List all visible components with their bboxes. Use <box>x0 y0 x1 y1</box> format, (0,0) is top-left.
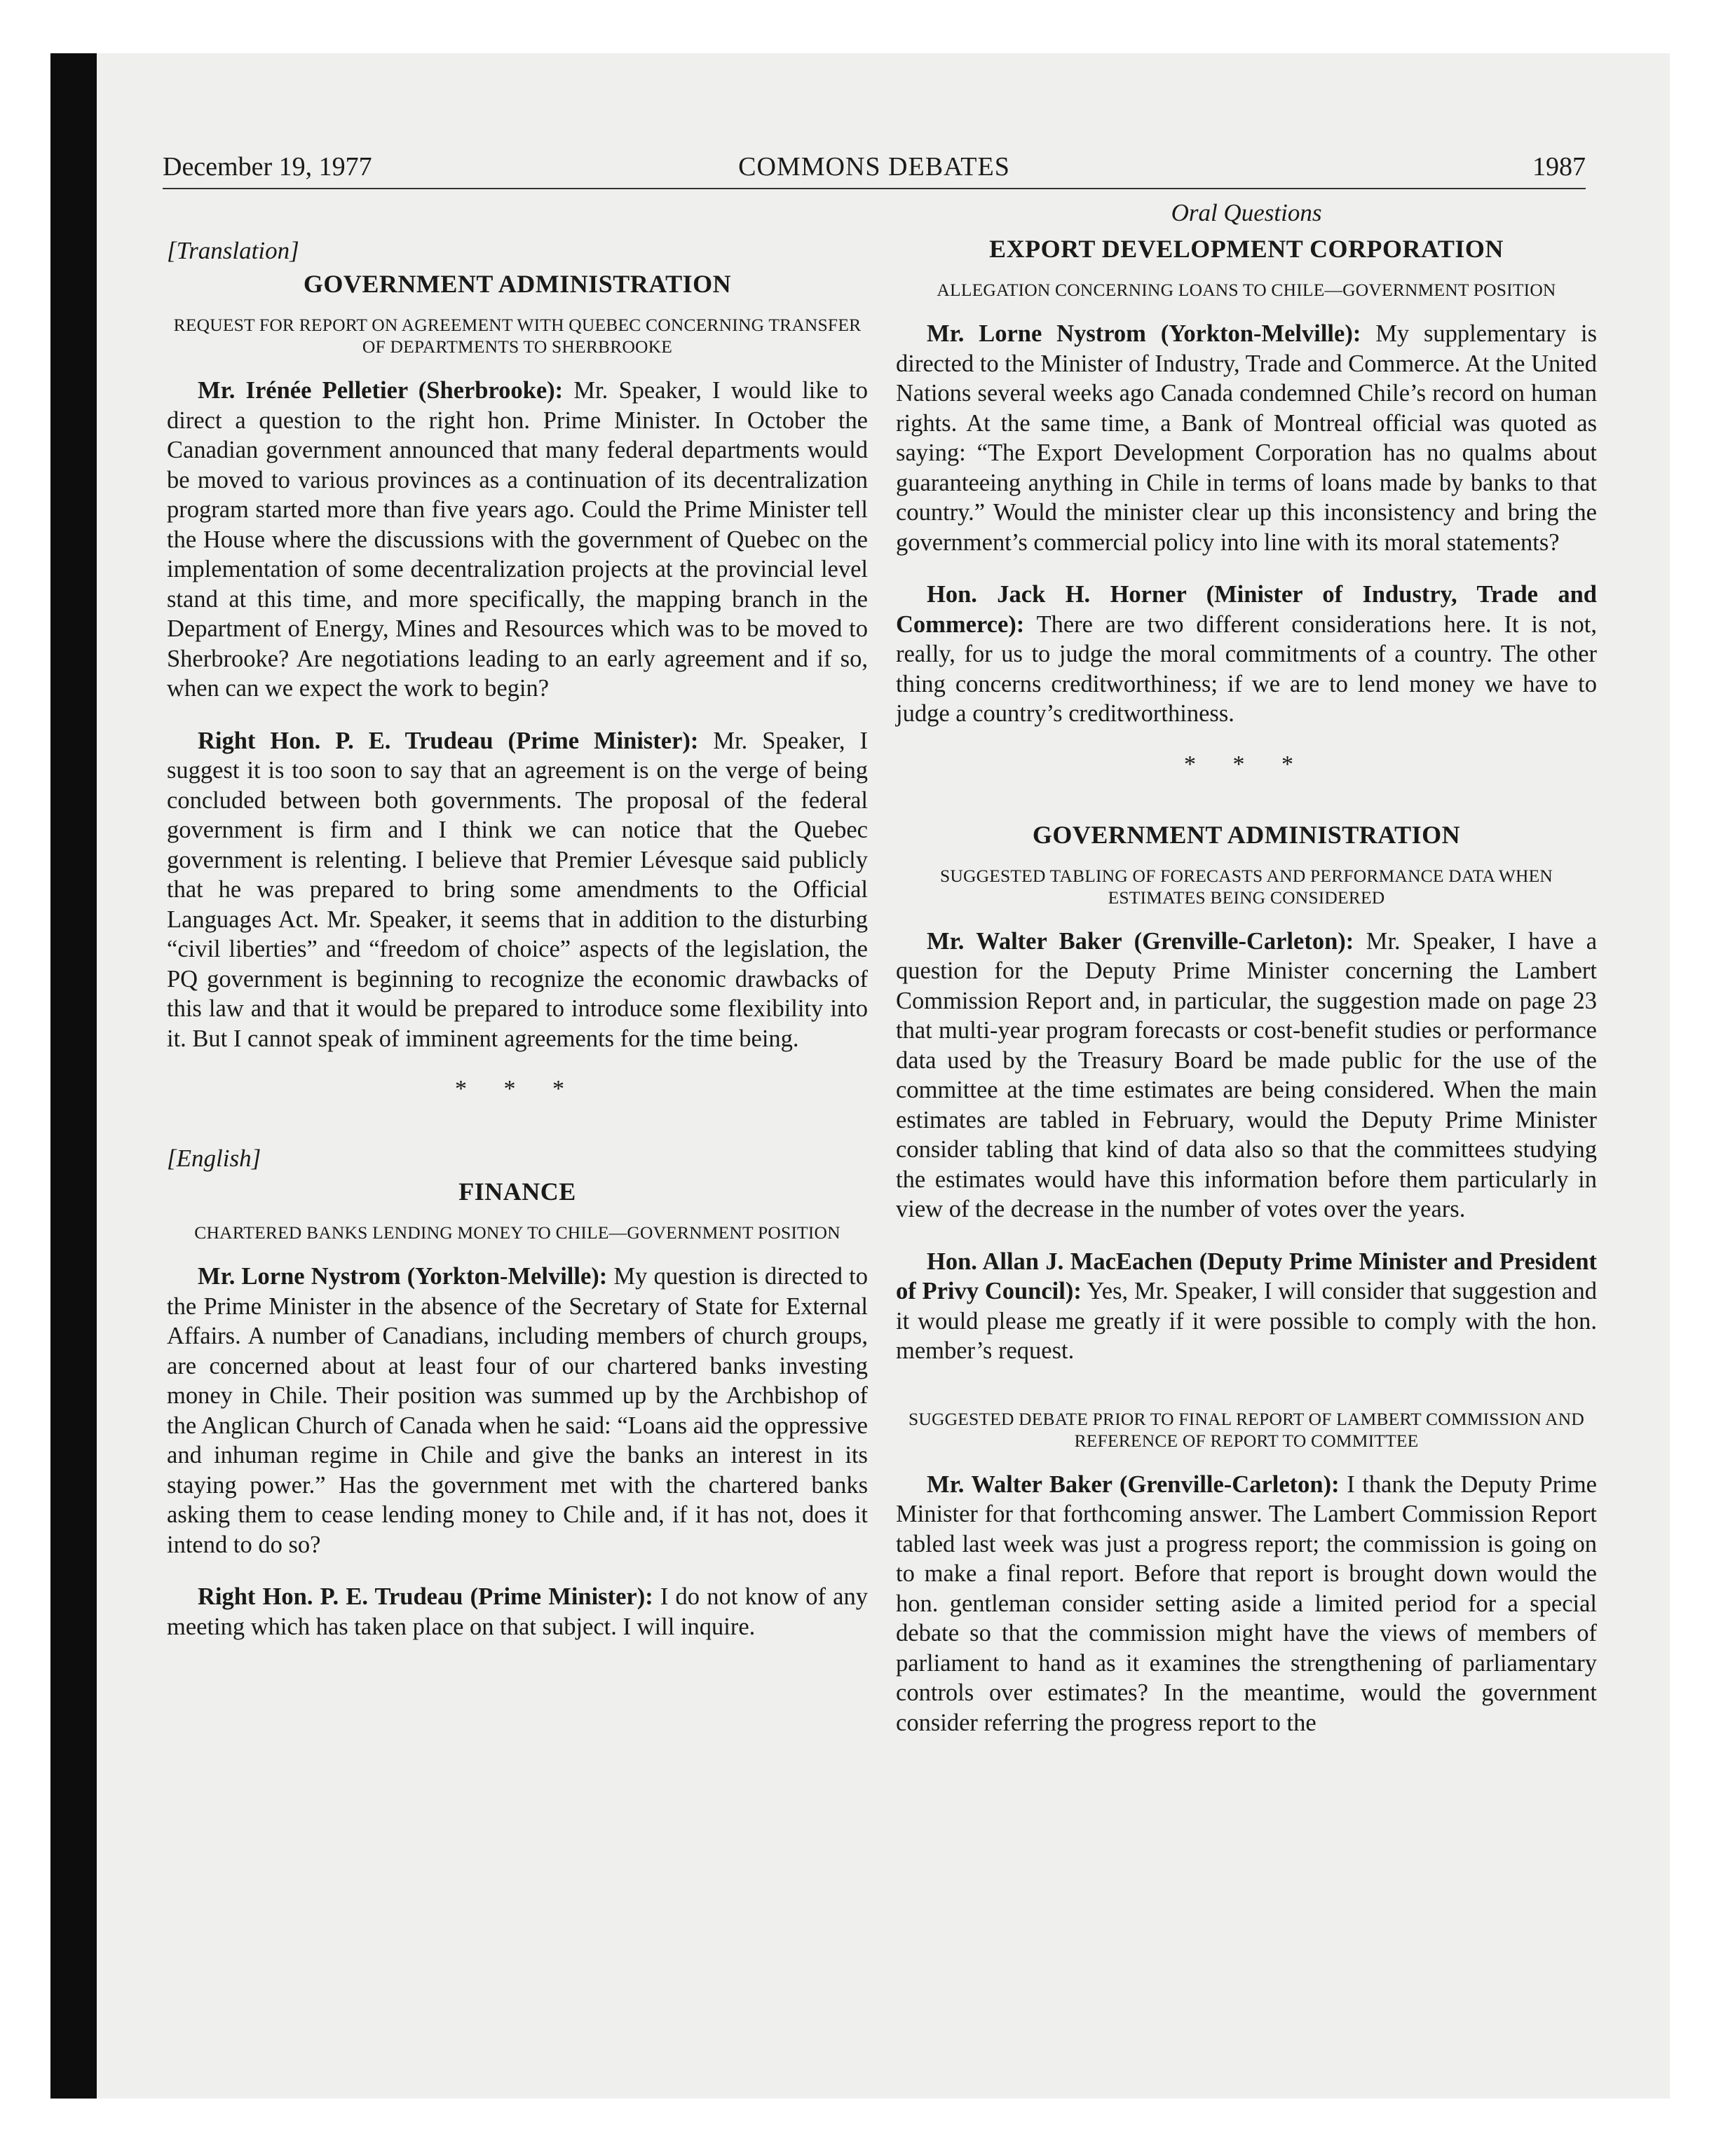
speech-text: Mr. Speaker, I suggest it is too soon to say that an agreement is on the verge of being concluded between both governments. The proposal of the federal government is firm and I think we can notice that the Quebec government is relenting. I believe that Premier Lévesque said publicly that he was prepared to bring some amendments to the Official Languages Act. Mr. Speaker, it seems that in addition to the disturbing “civil liberties” and “freedom of choice” aspects of the legislation, the PQ government is beginning to recognize the economic drawbacks of this law and that it would be prepared to introduce some flexibility into it. But I cannot speak of imminent agreements for the time being. <box>167 727 868 1052</box>
subheading: REQUEST FOR REPORT ON AGREEMENT WITH QUEBEC CONCERNING TRANSFER OF DEPARTMENTS TO SHERBROOKE <box>173 315 862 357</box>
speaker-name: Mr. Lorne Nystrom (Yorkton-Melville): <box>927 320 1361 347</box>
page-number: 1987 <box>1532 152 1586 182</box>
section-separator: * * * <box>455 1076 580 1102</box>
subheading: CHARTERED BANKS LENDING MONEY TO CHILE—GOVERNMENT POSITION <box>194 1222 841 1243</box>
left-column <box>167 196 868 1664</box>
language-note: [English] <box>167 1145 261 1172</box>
subheading: SUGGESTED TABLING OF FORECASTS AND PERFORMANCE DATA WHEN ESTIMATES BEING CONSIDERED <box>940 865 1553 908</box>
speech-paragraph <box>167 1262 868 1560</box>
speaker-name: Hon. Allan J. MacEachen (Deputy Prime Minister and President of Privy Council): <box>896 1248 1597 1304</box>
speech-text: My question is directed to the Prime Minister in the absence of the Secretary of State for External Affairs. A number of Canadians, including members of church groups, are concerned about at least four of our chartered banks investing money in Chile. Their position was summed up by the Archbishop of the Anglican Church of Canada when he said: “Loans aid the oppressive and inhuman regime in Chile and give the banks an interest in its staying power.” Has the government met with the chartered banks asking them to cease lending money to Chile and, if it has not, does it intend to do so? <box>167 1263 868 1558</box>
speech-paragraph <box>167 376 868 704</box>
speech-paragraph <box>896 927 1597 1224</box>
speech-text: There are two different considerations here. It is not, really, for us to judge the moral commitments of a country. The other thing concerns creditworthiness; if we are to lend money we have to judge a country’s creditworthiness. <box>896 610 1597 727</box>
speaker-name: Hon. Jack H. Horner (Minister of Industry, Trade and Commerce): <box>896 581 1597 638</box>
header-date: December 19, 1977 <box>163 152 372 182</box>
speech-paragraph <box>167 1582 868 1642</box>
speech-paragraph <box>896 1247 1597 1366</box>
speaker-name: Right Hon. P. E. Trudeau (Prime Minister): <box>198 1583 653 1610</box>
language-note: [Translation] <box>167 237 299 264</box>
speech-paragraph <box>167 726 868 1054</box>
speech-paragraph <box>896 319 1597 557</box>
speech-paragraph <box>896 580 1597 729</box>
speaker-name: Mr. Irénée Pelletier (Sherbrooke): <box>198 377 564 404</box>
section-heading: GOVERNMENT ADMINISTRATION <box>303 270 732 298</box>
running-head: Oral Questions <box>1171 199 1322 226</box>
page-header <box>163 144 1586 189</box>
binding-edge <box>50 53 97 2099</box>
section-separator: * * * <box>1184 751 1309 777</box>
header-title: COMMONS DEBATES <box>738 152 1010 182</box>
subheading: ALLEGATION CONCERNING LOANS TO CHILE—GOVERNMENT POSITION <box>937 280 1556 300</box>
speech-text: Yes, Mr. Speaker, I will consider that suggestion and it would please me greatly if it were possible to comply with the hon. member’s request. <box>896 1278 1597 1364</box>
speech-text: My supplementary is directed to the Minister of Industry, Trade and Commerce. At the United Nations several weeks ago Canada condemned Chile’s record on human rights. At the same time, a Bank of Montreal official was quoted as saying: “The Export Development Corporation has no qualms about guaranteeing anything in Chile in terms of loans made by banks to that country.” Would the minister clear up this inconsistency and bring the government’s commercial policy into line with its moral statements? <box>896 320 1597 556</box>
right-column <box>896 196 1597 1760</box>
speaker-name: Mr. Walter Baker (Grenville-Carleton): <box>927 1471 1340 1498</box>
speech-text: I thank the Deputy Prime Minister for that forthcoming answer. The Lambert Commission Report tabled last week was just a progress report; the commission is going on to make a final report. Before that report is brought down would the hon. gentleman consider setting aside a limited period for a special debate so that the commission might have the views of members of parliament to hand as it examines the strengthening of parliamentary controls over estimates? In the meantime, would the government consider referring the progress report to the <box>896 1471 1597 1736</box>
speech-text: Mr. Speaker, I have a question for the Deputy Prime Minister concerning the Lambert Commission Report and, in particular, the suggestion made on page 23 that multi-year program forecasts or cost-benefit studies or performance data used by the Treasury Board be made public for the use of the committee at the time estimates are being considered. When the main estimates are tabled in February, would the Deputy Prime Minister consider tabling that kind of data also so that the committees studying the estimates would have this information before them particularly in view of the decrease in the number of votes over the years. <box>896 927 1598 1222</box>
speech-paragraph <box>896 1470 1597 1738</box>
section-heading: FINANCE <box>458 1178 576 1206</box>
section-heading: GOVERNMENT ADMINISTRATION <box>1032 820 1461 849</box>
speech-text: I do not know of any meeting which has taken place on that subject. I will inquire. <box>167 1583 868 1640</box>
subheading: SUGGESTED DEBATE PRIOR TO FINAL REPORT OF LAMBERT COMMISSION AND REFERENCE OF REPORT TO COMMITTEE <box>909 1408 1584 1451</box>
speaker-name: Mr. Lorne Nystrom (Yorkton-Melville): <box>198 1263 608 1290</box>
speech-text: Mr. Speaker, I would like to direct a question to the right hon. Prime Minister. In October the Canadian government announced that many federal departments would be moved to various provinces as a continuation of its decentralization program started more than five years ago. Could the Prime Minister tell the House where the discussions with the government of Quebec on the implementation of some decentralization projects at the provincial level stand at this time, and more specifically, the mapping branch in the Department of Energy, Mines and Resources which was to be moved to Sherbrooke? Are negotiations leading to an early agreement and if so, when can we expect the work to begin? <box>167 377 868 702</box>
speaker-name: Right Hon. P. E. Trudeau (Prime Minister): <box>198 727 699 754</box>
section-heading: EXPORT DEVELOPMENT CORPORATION <box>989 235 1504 263</box>
speaker-name: Mr. Walter Baker (Grenville-Carleton): <box>927 927 1354 955</box>
